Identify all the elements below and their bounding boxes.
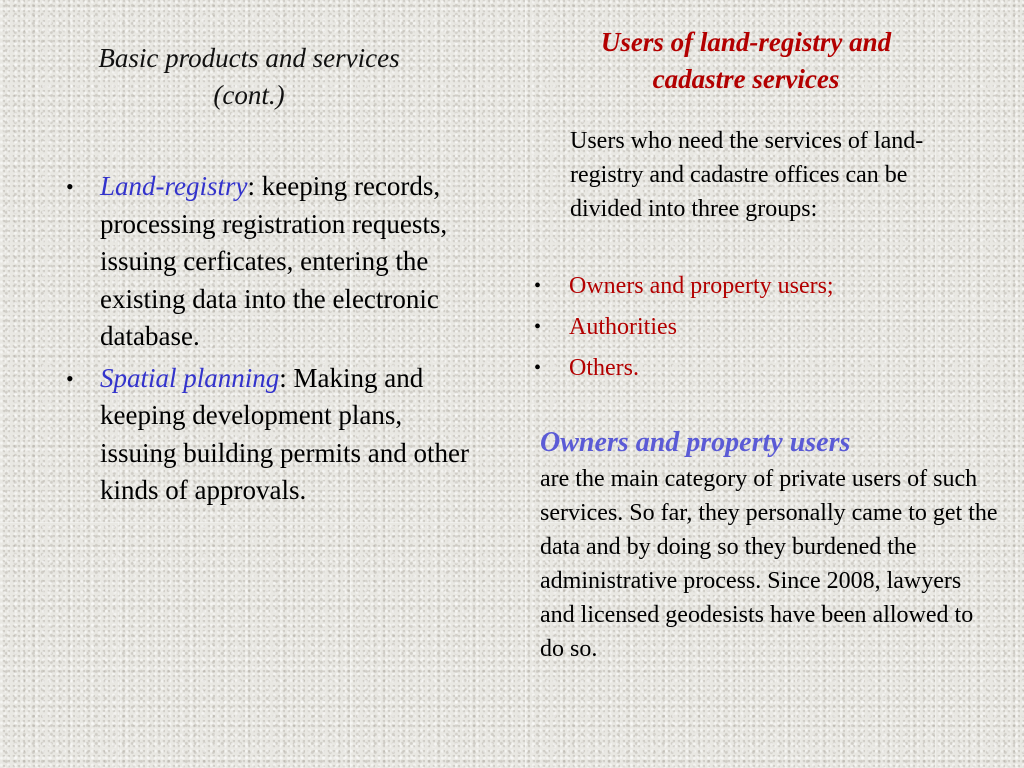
user-group-label: Others. — [569, 355, 639, 381]
right-column-title — [548, 24, 944, 98]
services-list-item — [62, 360, 482, 510]
right-title-line2: cadastre services — [652, 64, 840, 94]
left-title-line2: (cont.) — [213, 80, 285, 110]
user-groups-list — [530, 266, 990, 389]
service-description: : Making and keeping development plans, issuing building permits and other kinds of approvals. — [100, 362, 469, 505]
owners-heading: Owners and property users — [540, 427, 851, 458]
groups-intro: Users who need the services of land-registry and cadastre offices can be divided into three groups: — [570, 128, 924, 222]
background-line — [525, 0, 526, 768]
service-term: Spatial planning — [100, 362, 280, 393]
user-group-item — [530, 266, 990, 307]
service-description: : keeping records, processing registration requests, issuing cerficates, entering the existing data into the electronic database. — [100, 171, 448, 351]
bullet-icon: • — [66, 365, 74, 391]
owners-paragraph: are the main category of private users of such services. So far, they personally came to get the data and by doing so they burdened the administrative process. Since 2008, lawyers and licensed geodesists have been allowed to do so. — [540, 466, 998, 662]
bullet-icon: • — [534, 357, 542, 379]
user-group-label: Owners and property users; — [569, 273, 834, 299]
bullet-icon: • — [66, 174, 74, 199]
left-column-title — [60, 40, 438, 114]
bullet-icon: • — [534, 275, 542, 297]
user-group-item — [530, 307, 990, 348]
right-title-line1: Users of land-registry and — [600, 27, 892, 57]
left-title-line1: Basic products and services — [98, 43, 400, 73]
owners-section — [540, 424, 1000, 666]
user-group-item — [530, 348, 990, 389]
service-term: Land-registry — [100, 171, 248, 201]
user-group-label: Authorities — [569, 314, 677, 340]
services-list — [62, 168, 482, 514]
services-list-item — [62, 168, 482, 356]
bullet-icon: • — [534, 316, 542, 338]
